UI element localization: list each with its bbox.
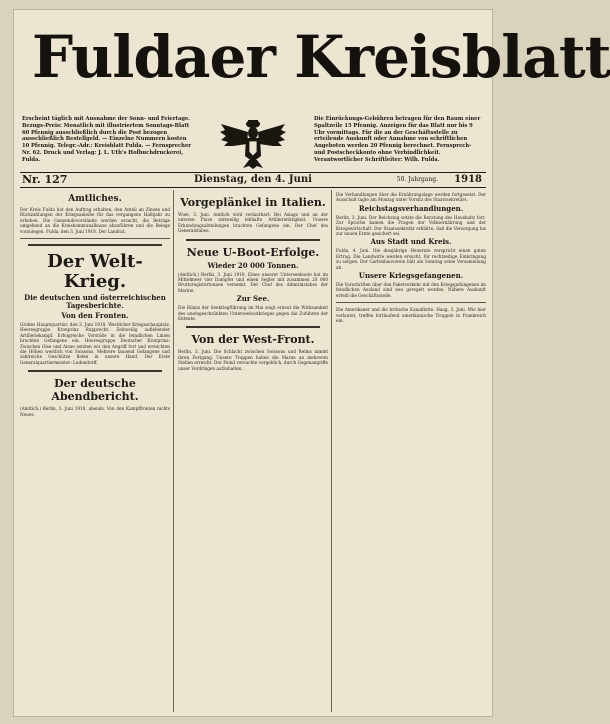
advertising-info: Die Einrückungs-Gebühren betragen für den Raum einer Spaltzeile 15 Pfennig. Anzeigen für das Blatt nur bis 9 Uhr vormittags. Für die an der Geschäftsstelle zu erteilende Auskunft oder Annahme von schriftlichen Angeboten werden 20 Pfennig berechnet. Fernsprech- und Postscheckkonto ohne Verbindlichkeit. Verantwortlicher Schriftleiter: Wilh. Fulda. — [314, 116, 481, 163]
headline-evening-report: Der deutsche Abendbericht. — [51, 377, 139, 404]
article-text: (Amtlich.) Berlin, 3. Juni 1918. Eines unserer Unterseeboote hat im Mittelmeer vier Dampfer und einen Segler mit zusammen 20 000 Bruttoregistertonnen versenkt. Der Chef des Admiralstabes der Marine. — [178, 271, 328, 293]
subheading-sea: Zur See. — [236, 294, 270, 304]
article-text: Wien, 3. Juni. Amtlich wird verlautbart: Bei Asiago und an der unteren Piave zeitweilig lebhafte Artillerietätigkeit. Unsere Erkundungsabteilungen brachten Gefangene ein. Der Chef des Generalstabes. — [178, 212, 328, 234]
double-divider — [186, 326, 320, 328]
headline-world-war: Der Welt-Krieg. — [47, 251, 143, 293]
divider — [20, 238, 170, 239]
newspaper-page — [14, 10, 610, 716]
column-center — [178, 192, 328, 371]
subheading-local: Aus Stadt und Kreis. — [370, 237, 452, 247]
newspaper-title: Fuldaer Kreisblatt — [32, 23, 610, 91]
column-left — [20, 192, 170, 417]
article-text: Die Verhandlungen über die Ernährungslage werden fortgesetzt. Der Ausschuß tagte am Montag unter Vorsitz des Staatssekretärs. — [336, 192, 486, 203]
column-right — [336, 192, 486, 324]
issue-number: Nr. 127 — [22, 173, 68, 186]
headline-italy: Vorgeplänkel in Italien. — [180, 196, 326, 209]
subheading-fronts: Von den Fronten. — [61, 311, 129, 321]
section-heading-amtliches: Amtliches. — [68, 194, 122, 204]
article-text: Berlin, 3. Juni. Die Schlacht zwischen Soissons und Reims nimmt ihren Fortgang. Unsere Truppen haben die Marne an mehreren Stellen erreicht. Der Feind versuchte vergeblich, durch Gegenangriffe unser Vordringen aufzuhalten. — [178, 349, 328, 371]
article-text: Berlin, 3. Juni. Der Reichstag setzte die Beratung des Haushalts fort. Zur Sprache kamen die Fragen der Volksernährung und der Kriegswirtschaft. Der Staatssekretär erklärte, daß die Versorgung bis zur neuen Ernte gesichert sei. — [336, 214, 486, 237]
headline-uboat: Neue U-Boot-Erfolge. — [186, 245, 320, 259]
divider — [336, 302, 486, 303]
subheading-prisoners: Unsere Kriegsgefangenen. — [358, 271, 464, 281]
article-text: Großes Hauptquartier, den 3. Juni 1918. Westlicher Kriegsschauplatz. Heeresgruppe Kronprinz Rupprecht: Zeitweilig auflebender Artilleriekampf. Erfolgreiche Vorstöße in die feindlichen Linien brachten Gefangene ein. Heeresgruppe Deutscher Kronprinz: Zwischen Oise und Aisne setzten wir den Angriff fort und erreichten die Höhen westlich von Soissons. Mehrere tausend Gefangene und zahlreiche Geschütze fielen in unsere Hand. Der Erste Generalquartiermeister: Ludendorff. — [20, 322, 170, 365]
article-text: Die Bilanz der Seekriegführung im Mai zeigt erneut die Wirksamkeit des uneingeschränkten Unterseebootkrieges gegen die Zufuhren der Entente. — [178, 305, 328, 322]
imperial-eagle-icon — [219, 118, 287, 170]
article-text: Fulda, 4. Juni. Die diesjährige Heuernte verspricht einen guten Ertrag. Die Landwirte werden ersucht, für rechtzeitige Einbringung zu sorgen. Der Gartenbauverein hält am Sonntag seine Versammlung ab. — [336, 248, 486, 270]
subheading-reichstag: Reichstagsverhandlungen. — [358, 203, 464, 213]
volume-label: 50. Jahrgang. — [396, 176, 438, 183]
article-text: Die Vorschriften über den Paketverkehr mit den Kriegsgefangenen im feindlichen Ausland sind neu geregelt worden. Nähere Auskunft erteilt die Geschäftsstelle. — [336, 282, 486, 298]
issue-year: 1918 — [454, 174, 482, 185]
article-text: (Amtlich.) Berlin, 3. Juni 1918, abends. Von den Kampffronten nichts Neues. — [20, 406, 170, 417]
article-text: Der Kreis Fulda hat den Auftrag erhalten, den Anteil an Zinsen und Rückzahlungen der Kriegsanleihe für das vergangene Halbjahr zu erheben. Die Gemeindevorstände werden ersucht, die Beträge umgehend an die Kreiskommunalkasse abzuführen und die Belege vorzulegen. Fulda, den 3. Juni 1918. Der Landrat. — [20, 207, 170, 234]
subscription-info: Erscheint täglich mit Ausnahme der Sonn- und Feiertage. Bezugs-Preis: Monatlich mit illustriertem Sonntags-Blatt 60 Pfennig ausschließlich durch die Post bezogen ausschließlich Bestellgeld. — Einzelne Nummern kosten 10 Pfennig. Telegr.-Adr.: Kreisblatt Fulda. — Fernsprecher Nr. 62. Druck und Verlag: J. L. Uth's Hofbuchdruckerei, Fulda. — [22, 116, 191, 163]
masthead — [14, 10, 610, 118]
column-divider — [173, 190, 174, 712]
double-divider — [186, 239, 320, 241]
double-divider — [28, 244, 162, 246]
headline-west-front: Von der West-Front. — [191, 333, 315, 347]
issue-date: Dienstag, den 4. Juni — [194, 174, 312, 185]
dateline — [20, 172, 486, 188]
subheading-uboat: Wieder 20 000 Tonnen. — [207, 260, 299, 270]
subheading-reports: Die deutschen und österreichischen Tagesberichte. — [24, 293, 166, 311]
article-text: Die Amerikaner und die britische Kanalflotte. Haag, 3. Juni. Wie hier verlautet, treffen fortlaufend amerikanische Truppen in Frankreich ein. — [336, 307, 486, 324]
double-divider — [28, 370, 162, 372]
column-divider — [331, 190, 332, 712]
